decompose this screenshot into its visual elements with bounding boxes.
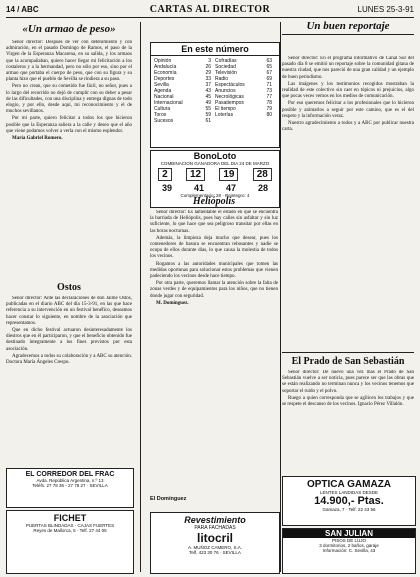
index-item-label: Espectáculos	[215, 82, 245, 88]
lottery-number: 39	[161, 183, 172, 193]
index-item-label: Cofradías	[215, 58, 237, 64]
index-item-page: 37	[205, 82, 211, 88]
index-item-page: 78	[266, 100, 272, 106]
ad-line: A. MUÑOZ CAMERO, S.A.	[187, 545, 242, 550]
ad-line: Reyes de Mallorca, 5 · Telf. 27 44 05	[33, 528, 107, 533]
ad-fichet	[6, 510, 134, 574]
lottery-number: 41	[193, 183, 204, 193]
ad-san-julian	[282, 528, 416, 574]
index-list-left	[154, 58, 215, 124]
ad-title: EL CORREDOR DEL FRAC	[25, 471, 115, 478]
paragraph: Ruego a quien corresponda que se agilicen los trabajos y que se respete el descanso de los vecinos. Ignacio Pérez Villalón.	[282, 395, 414, 408]
index-item-page: 61	[205, 118, 211, 124]
index-item-label: Deportes	[154, 76, 175, 82]
paragraph: Por otra parte, queremos llamar la atención sobre la falta de zonas verdes y de equipamientos para los niños, que no tienen donde jugar con seguridad.	[150, 281, 278, 299]
bonoloto-subtitle: COMBINACION GANADORA DEL DIA 24 DE MARZO	[160, 161, 270, 166]
letter-title-armao: «Un armao de peso»	[22, 23, 116, 35]
bonoloto-numbers	[151, 168, 279, 181]
ad-line: PUERTAS BLINDADAS · CAJAS FUERTES	[25, 523, 115, 528]
index-item-page: 80	[266, 112, 272, 118]
ad-litocril	[150, 512, 280, 574]
page-header	[6, 3, 414, 18]
index-item-label: Televisión	[215, 70, 237, 76]
index-item-label: Loterías	[215, 112, 234, 118]
letter-heliopolis-body	[150, 210, 278, 500]
lottery-number: 28	[253, 168, 272, 181]
lottery-number: 28	[257, 183, 268, 193]
lottery-number: 19	[219, 168, 238, 181]
paragraph: Señor director: Ante las declaraciones de don Jaime Ostos, publicadas en el diario ABC del día 15-3-91, en las que hace referencia a su intervención en un festival benéfico, deseamos hacer constar lo siguiente, en nombre de la asociación que representamos.	[6, 296, 132, 326]
index-item-label: Internacional	[154, 100, 183, 106]
paragraph: Que en dicho festival actuaron desinteresadamente los diestros que en él participaron, y que el beneficio obtenido fue destinado íntegramente a los fines previstos por esta asociación.	[6, 328, 132, 352]
ad-line: Gamaza, 7 · Telf. 22 43 56	[322, 507, 376, 512]
ad-line: LENTES LANDIDAS DESDE	[319, 490, 379, 495]
index-item-page: 73	[266, 88, 272, 94]
letter-title-heliopolis: Heliópolis	[192, 196, 236, 207]
bonoloto-numbers-2	[151, 183, 279, 193]
section-title: CARTAS AL DIRECTOR	[149, 4, 271, 15]
index-item-page: 29	[205, 70, 211, 76]
index-item-label: Nacional	[154, 94, 174, 100]
ad-title: SAN JULIAN	[283, 529, 415, 538]
index-item-label: Toros	[154, 112, 167, 118]
letter-signature: M. Domínguez.	[156, 300, 189, 306]
ad-line: Telf. 423 30 76 · SEVILLA	[189, 550, 241, 555]
index-item-label: Opinión	[154, 58, 172, 64]
index-item-page: 3	[208, 58, 211, 64]
ad-optica-gamaza	[282, 476, 416, 526]
index-item-page: 65	[266, 64, 272, 70]
index-item-page: 69	[266, 76, 272, 82]
index-item-page: 77	[266, 94, 272, 100]
paragraph: Por mi parte, quiero felicitar a todos los que hicieron posible que la Esperanza saliera a la calle y deseo que el año que viene podamos volver a verla con el mismo esplendor.	[6, 116, 132, 134]
letter-title-reportaje: Un buen reportaje	[282, 20, 414, 35]
index-item	[154, 118, 215, 124]
bonoloto-logo: BonoLoto	[193, 151, 237, 161]
ad-title: FICHET	[53, 513, 87, 523]
index-item	[215, 112, 276, 118]
index-item-page: 55	[205, 106, 211, 112]
index-item-page: 45	[205, 94, 211, 100]
column-rule	[140, 22, 141, 572]
index-item-label: Anuncios	[215, 88, 236, 94]
paragraph: Nuestro agradecimiento a todos y a ABC por publicar nuestra carta.	[282, 121, 414, 133]
index-box	[150, 42, 280, 148]
paragraph: Además, la limpieza deja mucho que desear, pues los contenedores de basura se encuentran rebosantes y nadie se ocupa de ellos durante días, lo que causa la molestia de todos los vecinos.	[150, 235, 278, 260]
ad-line: 3 dormitorios, 2 baños, garaje	[319, 543, 379, 548]
letter-title-ostos: Ostos	[57, 282, 81, 293]
index-title: En este número	[151, 43, 279, 56]
index-item-label: Andalucía	[154, 64, 177, 70]
index-list-right	[215, 58, 276, 124]
index-item-page: 59	[205, 112, 211, 118]
signature-line: El Domínguez	[150, 496, 187, 502]
paragraph: Señor director: En el programa informativo de Canal Sur del pasado día 8 se emitió un reportaje sobre la comunidad gitana de nuestra ciudad, que nos pareció de una gran calidad y un ejemplo de buen periodismo.	[282, 56, 414, 80]
paragraph: Señor director: De nuevo una vez más el Prado de San Sebastián vuelve a ser noticia, pues parece ser que las obras que se están realizando no terminan nunca y los vecinos tenemos que soportar el ruido y el polvo.	[282, 370, 414, 394]
index-item-label: Cultura	[154, 106, 171, 112]
paragraph: Por eso queremos felicitar a los profesionales que lo hicieron posible y animarlos a seguir por este camino, que es el del respeto y la información veraz.	[282, 101, 414, 119]
ad-line: Teléfs. 27 78 36 - 27 78 27 · SEVILLA	[32, 483, 108, 488]
index-item-page: 33	[205, 76, 211, 82]
index-item-label: Radio	[215, 76, 229, 82]
index-item-label: El tiempo	[215, 106, 236, 112]
lottery-number: 47	[225, 183, 236, 193]
column-rule	[280, 22, 281, 572]
index-item-label: Sociedad	[215, 64, 236, 70]
index-item-page: 26	[205, 64, 211, 70]
letter-reportaje-body	[282, 56, 414, 346]
letter-signature: María Gabriel Romero.	[12, 136, 63, 142]
letter-ostos-body	[6, 296, 132, 464]
letter-title-prado: El Prado de San Sebastián	[291, 356, 405, 367]
ad-corredor-del-frac	[6, 468, 134, 508]
index-item-page: 63	[266, 58, 272, 64]
index-item-label: Necrológicas	[215, 94, 244, 100]
paragraph: Rogamos a las autoridades municipales que tomen las medidas oportunas para solucionar estos problemas que vienen padeciendo los vecinos desde hace tiempo.	[150, 261, 278, 280]
index-item-page: 49	[205, 100, 211, 106]
ad-line: Avda. República Argentina, n.º 13	[36, 478, 104, 483]
page-number: 14 / ABC	[6, 5, 39, 14]
index-item-label: Economía	[154, 70, 177, 76]
paragraph: Las imágenes y los testimonios recogidos mostraban la realidad de este colectivo sin caer en tópicos ni prejuicios, algo que pocas veces vemos en los medios de comunicación.	[282, 81, 414, 100]
lottery-number: 12	[186, 168, 205, 181]
bonoloto-caption: Complementario: 28 · Reintegro: 4	[180, 193, 250, 198]
index-item-label: Pasatiempos	[215, 100, 244, 106]
paragraph: Agradecemos a todos su colaboración y a ABC su atención. Doctora María Ángeles Crespo.	[6, 353, 132, 366]
index-item-page: 79	[266, 106, 272, 112]
index-item-page: 43	[205, 88, 211, 94]
ad-title: Revestimiento	[184, 515, 246, 525]
ad-brand: litocril	[196, 531, 233, 545]
paragraph: Pero no crean, que su cometido fue fácil, no señor, pues a lo largo del recorrido no dejó de cumplir con su deber a pesar de las dificultades, con una disciplina y entrega dignas de todo elogio, y por ello, desde aquí, mi reconocimiento y el de muchos sevillanos.	[6, 84, 132, 115]
index-item-page: 71	[266, 82, 272, 88]
index-item-label: Agenda	[154, 88, 172, 94]
ad-line: PISOS DE LUJO	[331, 538, 366, 543]
lottery-number: 2	[158, 168, 172, 181]
ad-line: PARA FACHADAS	[194, 525, 236, 531]
index-item-page: 67	[266, 70, 272, 76]
letter-prado-body	[282, 370, 414, 472]
ad-price: 14.900,- Ptas.	[314, 495, 384, 507]
divider	[282, 352, 414, 353]
index-item-label: Sevilla	[154, 82, 169, 88]
page-date: LUNES 25-3-91	[357, 5, 414, 14]
paragraph: Señor director: Es lamentable el estado en que se encuentra la barriada de Heliópolis, pues hay calles sin asfaltar y sin luz suficiente, lo que hace que sea peligroso transitar por ellas en las horas nocturnas.	[150, 210, 278, 234]
ad-line: Información: C. Sevilla, 43	[322, 548, 376, 553]
paragraph: Señor director: Después de ver con detenimiento y con admiración, en el pasado Domingo de Ramos, el paso de la Virgen de la Esperanza Macarena, en su salida, y los armaos que la acompañaban, quiero hacer llegar mi felicitación a los costaleros y a la hermandad, pero no sólo por eso, sino por el armao que portaba el cuerpo de peso, que con su figura y su planta hizo que el pueblo de Sevilla se rindiera a su paso.	[6, 40, 132, 83]
ad-title: OPTICA GAMAZA	[306, 479, 392, 490]
index-item-label: Sucesos	[154, 118, 174, 124]
